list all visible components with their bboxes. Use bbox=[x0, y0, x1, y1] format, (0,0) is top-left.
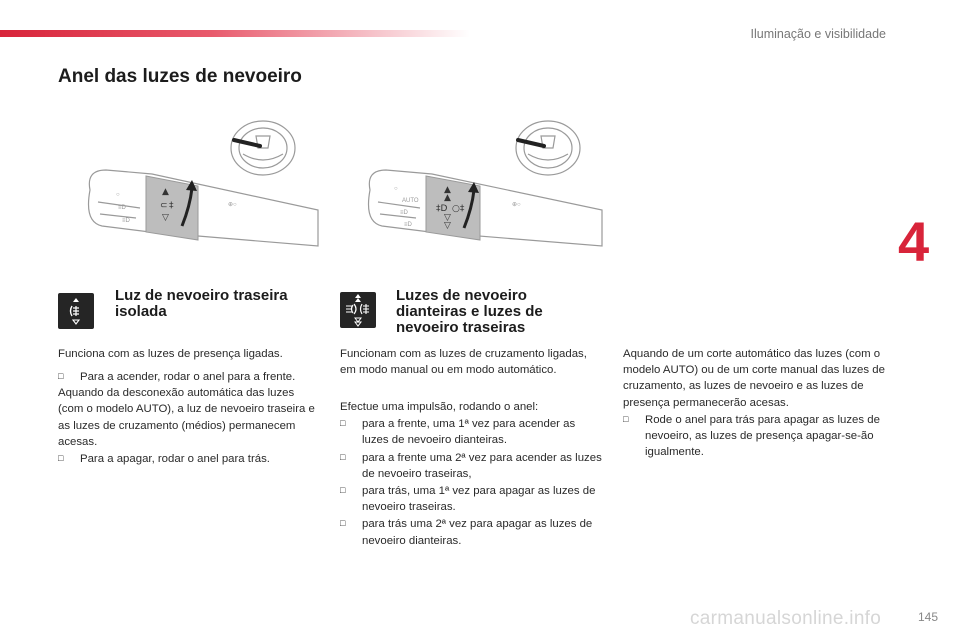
checkbox-bullet-icon: □ bbox=[58, 371, 64, 381]
list-item: □ para trás uma 2ª vez para apagar as luzes de nevoeiro dianteiras. bbox=[340, 515, 602, 548]
front-rear-fog-symbol-icon bbox=[340, 292, 376, 328]
auto-cutoff-note: Aquando de um corte automático das luzes (com o modelo AUTO) ou de um corte manual das luzes de cruzamento, as luzes de nevoeiro e as luzes de presença permanecerão acesas. □ Rode o anel para trás para apagar as luzes de nevoeiro, as luzes de presença apagar-se-ão igualmente. bbox=[623, 346, 895, 460]
svg-text:‡D: ‡D bbox=[436, 204, 448, 214]
front-rear-fog-intro: Funcionam com as luzes de cruzamento ligadas, em modo manual ou em modo automático. bbox=[340, 348, 587, 377]
rear-fog-symbol-icon bbox=[58, 293, 94, 329]
stalk-illustration-front-rear-fog bbox=[358, 114, 604, 254]
auto-label: AUTO bbox=[402, 198, 419, 204]
svg-text:≡D: ≡D bbox=[404, 222, 412, 228]
checkbox-bullet-icon: □ bbox=[340, 518, 346, 529]
page-title: Anel das luzes de nevoeiro bbox=[58, 66, 302, 87]
svg-text:▲: ▲ bbox=[444, 185, 451, 195]
stalk-illustration-rear-fog bbox=[78, 114, 320, 254]
list-item: □ para a frente, uma 1ª vez para acender as luzes de nevoeiro dianteiras. bbox=[340, 415, 602, 448]
svg-text:▲: ▲ bbox=[162, 187, 169, 197]
instruction-lead: Efectue uma impulsão, rodando o anel: bbox=[340, 401, 539, 413]
section-header: Iluminação e visibilidade bbox=[750, 27, 886, 41]
checkbox-bullet-icon: □ bbox=[340, 451, 346, 462]
list-item: □ Rode o anel para trás para apagar as luzes de nevoeiro, as luzes de presença apagar-se-ão igualmente. bbox=[623, 411, 895, 461]
svg-text:≡D: ≡D bbox=[400, 210, 408, 216]
page-number: 145 bbox=[917, 610, 938, 624]
checkbox-bullet-icon: □ bbox=[340, 485, 346, 496]
svg-text:⊕○: ⊕○ bbox=[228, 202, 237, 208]
svg-text:▲: ▲ bbox=[444, 193, 451, 203]
front-rear-fog-instructions bbox=[340, 399, 602, 549]
checkbox-bullet-icon: □ bbox=[340, 418, 346, 429]
svg-text:○‡: ○‡ bbox=[452, 204, 465, 214]
rear-fog-intro: Funciona com as luzes de presença ligadas. bbox=[58, 348, 283, 360]
svg-text:○: ○ bbox=[116, 192, 120, 198]
svg-text:▽: ▽ bbox=[162, 213, 169, 223]
rear-fog-auto-note: Aquando da desconexão automática das luzes (com o modelo AUTO), a luz de nevoeiro traseira e as luzes de cruzamento (médios) permanecem acesas. bbox=[58, 387, 315, 448]
checkbox-bullet-icon: □ bbox=[623, 413, 629, 424]
chapter-number: 4 bbox=[898, 210, 930, 273]
svg-text:‡: ‡ bbox=[169, 201, 174, 211]
svg-text:▽: ▽ bbox=[444, 221, 451, 231]
list-item: □ Para a acender, rodar o anel para a frente. bbox=[58, 368, 320, 385]
list-item: □ para trás, uma 1ª vez para apagar as luzes de nevoeiro traseiras. bbox=[340, 482, 602, 515]
svg-text:≡D: ≡D bbox=[118, 205, 126, 211]
svg-text:⊂: ⊂ bbox=[160, 201, 168, 211]
svg-text:≡D: ≡D bbox=[122, 218, 130, 224]
watermark: carmanualsonline.info bbox=[690, 608, 882, 629]
header-accent-bar bbox=[0, 30, 470, 37]
svg-text:▽: ▽ bbox=[444, 213, 451, 223]
rear-fog-instructions bbox=[58, 368, 320, 467]
svg-text:⊕○: ⊕○ bbox=[512, 202, 521, 208]
front-rear-fog-heading: Luzes de nevoeiro dianteiras e luzes de nevoeiro traseiras bbox=[396, 287, 543, 336]
checkbox-bullet-icon: □ bbox=[58, 453, 64, 464]
list-item: □ Para a apagar, rodar o anel para trás. bbox=[58, 450, 320, 467]
list-item: □ para a frente uma 2ª vez para acender as luzes de nevoeiro traseiras, bbox=[340, 449, 602, 482]
svg-text:○: ○ bbox=[394, 186, 398, 192]
rear-fog-heading: Luz de nevoeiro traseira isolada bbox=[115, 287, 288, 320]
